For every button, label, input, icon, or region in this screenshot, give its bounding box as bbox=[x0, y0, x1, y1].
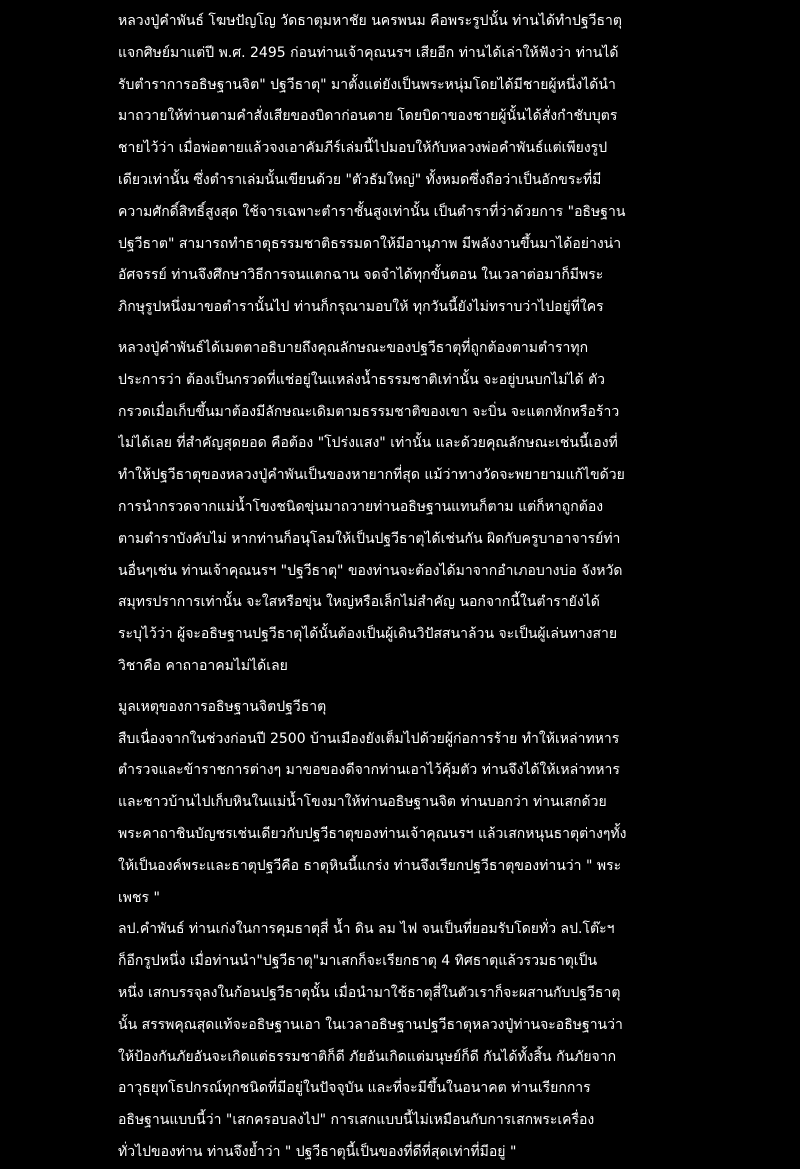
text-line: ความศักดิ์สิทธิ์สูงสุด ใช้จารเฉพาะตำราชั้นสูงเท่านั้น เป็นตำราที่ว่าด้วยการ "อธิษฐาน bbox=[118, 203, 626, 220]
text-line: สมุทรปราการเท่านั้น จะใสหรือขุ่น ใหญ่หรือเล็กไม่สำคัญ นอกจากนี้ในตำรายังได้ bbox=[118, 594, 600, 611]
text-line: ประการว่า ต้องเป็นกรวดที่แช่อยู่ในแหล่งน้ำธรรมชาติเท่านั้น จะอยู่บนบกไม่ได้ ตัว bbox=[118, 371, 606, 388]
text-line: หลวงปู่คำพันธ์ โฆษปัญโญ วัดธาตุมหาชัย นครพนม คือพระรูปนั้น ท่านได้ทำปฐวีธาตุ bbox=[118, 13, 623, 29]
text-line: ทำให้ปฐวีธาตุของหลวงปู่คำพันเป็นของหายากที่สุด แม้ว่าทางวัดจะพยายามแก้ไขด้วย bbox=[118, 467, 625, 484]
text-line: วิชาคือ คาถาอาคมไม่ได้เลย bbox=[118, 657, 288, 674]
text-line: ให้ป้องกันภัยอันจะเกิดแต่ธรรมชาติก็ดี ภัยอันเกิดแต่มนุษย์ก็ดี กันได้ทั้งสิ้น กันภัยจาก bbox=[118, 1048, 617, 1065]
text-line: กรวดเมื่อเก็บขึ้นมาต้องมีลักษณะเดิมตามธรรมชาติของเขา จะบิ่น จะแตกหักหรือร้าว bbox=[118, 403, 620, 420]
text-line: พระคาถาชินบัญชรเช่นเดียวกับปฐวีธาตุของท่านเจ้าคุณนรฯ แล้วเสกหนุนธาตุต่างๆทั้ง bbox=[118, 825, 627, 842]
text-line: ระบุไว้ว่า ผู้จะอธิษฐานปฐวีธาตุได้นั้นต้องเป็นผู้เดินวิปัสสนาล้วน จะเป็นผู้เล่นทางสาย bbox=[118, 626, 618, 643]
paragraph-1 bbox=[118, 6, 684, 324]
text-line: รับตำราการอธิษฐานจิต" ปฐวีธาตุ" มาตั้งแต่ยังเป็นพระหนุ่มโดยได้มีชายผู้หนึ่งได้นำ bbox=[118, 76, 616, 93]
section-heading: มูลเหตุของการอธิษฐานจิตปฐวีธาตุ bbox=[118, 698, 327, 715]
text-line: ลป.คำพันธ์ ท่านเก่งในการคุมธาตุสี่ น้ำ ดิน ลม ไฟ จนเป็นที่ยอมรับโดยทั่ว ลป.โต๊ะฯ bbox=[118, 921, 615, 938]
text-line: หลวงปู่คำพันธ์ได้เมตตาอธิบายถึงคุณลักษณะของปฐวีธาตุที่ถูกต้องตามตำราทุก bbox=[118, 339, 589, 356]
text-line: ตามตำราบังคับไม่ หากท่านก็อนุโลมให้เป็นปฐวีธาตุได้เช่นกัน ผิดกับครูบาอาจารย์ท่า bbox=[118, 530, 621, 547]
article-text bbox=[118, 6, 684, 1169]
text-line: ไม่ได้เลย ที่สำคัญสุดยอด คือต้อง "โปร่งแสง" เท่านั้น และด้วยคุณลักษณะเช่นนี้เองที่ bbox=[118, 435, 618, 452]
text-line: ตำรวจและข้าราชการต่างๆ มาขอของดีจากท่านเอาไว้คุ้มตัว ท่านจึงได้ให้เหล่าทหาร bbox=[118, 762, 620, 779]
text-line: นอื่นๆเช่น ท่านเจ้าคุณนรฯ "ปฐวีธาตุ" ของท่านจะต้องได้มาจากอำเภอบางบ่อ จังหวัด bbox=[118, 562, 623, 579]
paragraph-spacer bbox=[118, 683, 684, 692]
text-line: เพชร " bbox=[118, 889, 160, 906]
text-line: อธิษฐานแบบนี้ว่า "เสกครอบลงไป" การเสกแบบนี้ไม่เหมือนกับการเสกพระเครื่อง bbox=[118, 1112, 595, 1129]
text-line: ปฐวีธาต" สามารถทำธาตุธรรมชาติธรรมดาให้มีอานุภาพ มีพลังงานขึ้นมาได้อย่างน่า bbox=[118, 235, 622, 252]
text-line: อัศจรรย์ ท่านจึงศึกษาวิธีการจนแตกฉาน จดจำได้ทุกขั้นตอน ในเวลาต่อมาก็มีพระ bbox=[118, 267, 604, 284]
text-line: และชาวบ้านไปเก็บหินในแม่น้ำโขงมาให้ท่านอธิษฐานจิต ท่านบอกว่า ท่านเสกด้วย bbox=[118, 794, 607, 811]
paragraph-spacer bbox=[118, 324, 684, 333]
text-line: แจกศิษย์มาแต่ปี พ.ศ. 2495 ก่อนท่านเจ้าคุณนรฯ เสียอีก ท่านได้เล่าให้ฟังว่า ท่านได้ bbox=[118, 44, 619, 61]
text-line: ภิกษุรูปหนึ่งมาขอตำรานั้นไป ท่านก็กรุณามอบให้ ทุกวันนี้ยังไม่ทราบว่าไปอยู่ที่ใคร bbox=[118, 299, 604, 316]
text-line: หนึ่ง เสกบรรจุลงในก้อนปฐวีธาตุนั้น เมื่อนำมาใช้ธาตุสี่ในตัวเราก็จะผสานกับปฐวีธาตุ bbox=[118, 984, 621, 1001]
text-line: อาวุธยุทโธปกรณ์ทุกชนิดที่มีอยู่ในปัจจุบัน และที่จะมีขึ้นในอนาคต ท่านเรียกการ bbox=[118, 1080, 591, 1097]
text-line: มาถวายให้ท่านตามคำสั่งเสียของบิดาก่อนตาย โดยบิดาของชายผู้นั้นได้สั่งกำชับบุตร bbox=[118, 108, 618, 125]
paragraph-2 bbox=[118, 333, 684, 683]
text-line: สืบเนื่องจากในช่วงก่อนปี 2500 บ้านเมืองยังเต็มไปด้วยผู้ก่อการร้าย ทำให้เหล่าทหาร bbox=[118, 730, 620, 747]
text-line: นั้น สรรพคุณสุดแท้จะอธิษฐานเอา ในเวลาอธิษฐานปฐวีธาตุหลวงปู่ท่านจะอธิษฐานว่า bbox=[118, 1016, 623, 1033]
text-line: การนำกรวดจากแม่น้ำโขงชนิดขุ่นมาถวายท่านอธิษฐานแทนก็ตาม แต่ก็หาถูกต้อง bbox=[118, 498, 604, 515]
text-line: ให้เป็นองค์พระและธาตุปฐวีคือ ธาตุหินนี้แกร่ง ท่านจึงเรียกปฐวีธาตุของท่านว่า " พระ bbox=[118, 857, 622, 874]
text-line: เดียวเท่านั้น ซึ่งตำราเล่มนั้นเขียนด้วย "ตัวธัมใหญ่" ทั้งหมดซึ่งถือว่าเป็นอักขระที่มี bbox=[118, 171, 602, 188]
text-line: ก็อีกรูปหนึ่ง เมื่อท่านนำ"ปฐวีธาตุ"มาเสกก็จะเรียกธาตุ 4 ทิศธาตุแล้วรวมธาตุเป็น bbox=[118, 953, 598, 970]
paragraph-3 bbox=[118, 724, 684, 1169]
text-line: ทั่วไปของท่าน ท่านจึงย้ำว่า " ปฐวีธาตุนี้เป็นของที่ดีที่สุดเท่าที่มีอยู่ " bbox=[118, 1143, 517, 1160]
text-line: ชายไว้ว่า เมื่อพ่อตายแล้วจงเอาคัมภีร์เล่มนี้ไปมอบให้กับหลวงพ่อคำพันธ์แต่เพียงรูป bbox=[118, 140, 608, 157]
